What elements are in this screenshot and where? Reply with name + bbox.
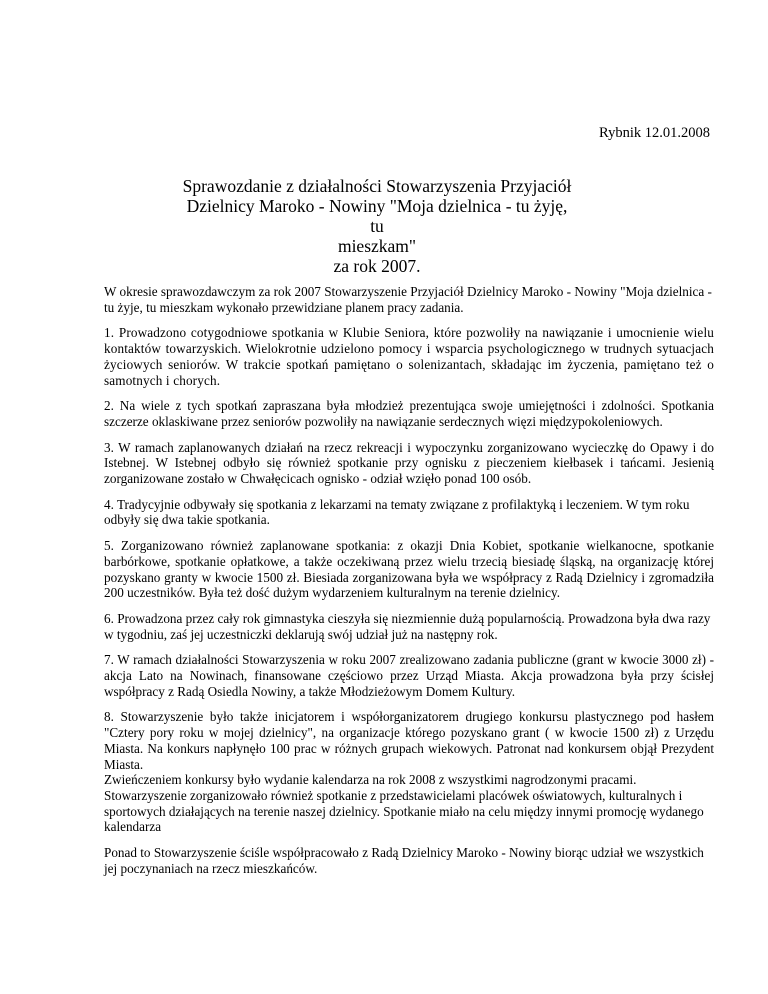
intro-paragraph: W okresie sprawozdawczym za rok 2007 Stowarzyszenie Przyjaciół Dzielnicy Maroko - Nowiny "Moja dzielnica - tu żyje, tu mieszkam wykonało przewidziane planem pracy zadania. [104, 284, 712, 315]
paragraph-4: 4. Tradycyjnie odbywały się spotkania z lekarzami na tematy związane z profilaktyką i leczeniem. W tym roku odbyły się dwa takie spotkania. [104, 496, 690, 528]
paragraph-1: 1. Prowadzono cotygodniowe spotkania w Klubie Seniora, które pozwoliły na nawiązanie i umocnienie wielu kontaktów towarzyskich. Wielokrotnie udzielono pomocy i wsparcia psychologicznego w trudnych sytuacjach życiowych seniorów. W trakcie spotkań pamiętano o solenizantach, składając im życzenia, pamiętano też o samotnych i chorych. [104, 325, 714, 388]
document-date: Rybnik 12.01.2008 [599, 125, 710, 141]
paragraph-8-part-3: Stowarzyszenie zorganizowało również spotkanie z przedstawicielami placówek oświatowych, kulturalnych i sportowych działających na terenie naszej dzielnicy. Spotkanie miało na celu między innymi promocję wydanego kalendarza [104, 787, 704, 835]
document-title [180, 176, 574, 276]
title-line: Dzielnicy Maroko - Nowiny "Moja dzielnica - tu żyję, tu [186, 196, 568, 236]
paragraph-8 [104, 709, 714, 835]
paragraph-7: 7. W ramach działalności Stowarzyszenia w roku 2007 zrealizowano zadania publiczne (grant w kwocie 3000 zł) - akcja Lato na Nowinach, finansowane częściowo przez Urząd Miasta. Akcja prowadzona była przy ścisłej współpracy z Radą Osiedla Nowiny, a także Młodzieżowym Domem Kultury. [104, 652, 714, 699]
paragraph-8-part-2: Zwieńczeniem konkursy było wydanie kalendarza na rok 2008 z wszystkimi nagrodzonymi pracami. [104, 772, 637, 788]
paragraph-6: 6. Prowadzona przez cały rok gimnastyka cieszyła się niezmiennie dużą popularnością. Prowadzona była dwa razy w tygodniu, zaś jej uczestniczki deklarują swój udział już na następny rok. [104, 610, 711, 642]
title-line: mieszkam" [337, 236, 417, 256]
title-line: Sprawozdanie z działalności Stowarzyszenia Przyjaciół [182, 176, 572, 196]
title-line: za rok 2007. [333, 256, 421, 276]
closing-paragraph: Ponad to Stowarzyszenie ściśle współpracowało z Radą Dzielnicy Maroko - Nowiny biorąc udział we wszystkich jej poczynaniach na rzecz mieszkańców. [104, 845, 704, 876]
paragraph-8-part-1: 8. Stowarzyszenie było także inicjatorem i współorganizatorem drugiego konkursu plastycznego pod hasłem "Cztery pory roku w mojej dzielnicy", na organizacje którego pozyskano grant ( w kwocie 1500 zł) z Urzędu Miasta. Na konkurs napłynęło 100 prac w różnych grupach wiekowych. Patronat nad konkursem objął Prezydent Miasta. [104, 709, 714, 772]
paragraph-3: 3. W ramach zaplanowanych działań na rzecz rekreacji i wypoczynku zorganizowano wycieczkę do Opawy i do Istebnej. W Istebnej odbyło się również spotkanie przy ognisku z pieczeniem kiełbasek i tańcami. Jesienią zorganizowane zostało w Chwałęcicach ognisko - odział wzięło ponad 100 osób. [104, 439, 714, 487]
paragraph-5: 5. Zorganizowano również zaplanowane spotkania: z okazji Dnia Kobiet, spotkanie wielkanocne, spotkanie barbórkowe, spotkanie opłatkowe, a także oczekiwaną przez wielu trzecią biesiadę śląską, na organizację której pozyskano granty w kwocie 1500 zł. Biesiada zorganizowana była we współpracy z Radą Dzielnicy i zgromadziła 200 uczestników. Była też dość dużym wydarzeniem kulturalnym na terenie dzielnicy. [104, 538, 714, 601]
document-body [104, 284, 714, 887]
paragraph-2: 2. Na wiele z tych spotkań zapraszana była młodzież prezentująca swoje umiejętności i zdolności. Spotkania szczerze oklaskiwane przez seniorów pozwoliły na nawiązanie serdecznych więzi międzypokoleniowych. [104, 398, 714, 429]
